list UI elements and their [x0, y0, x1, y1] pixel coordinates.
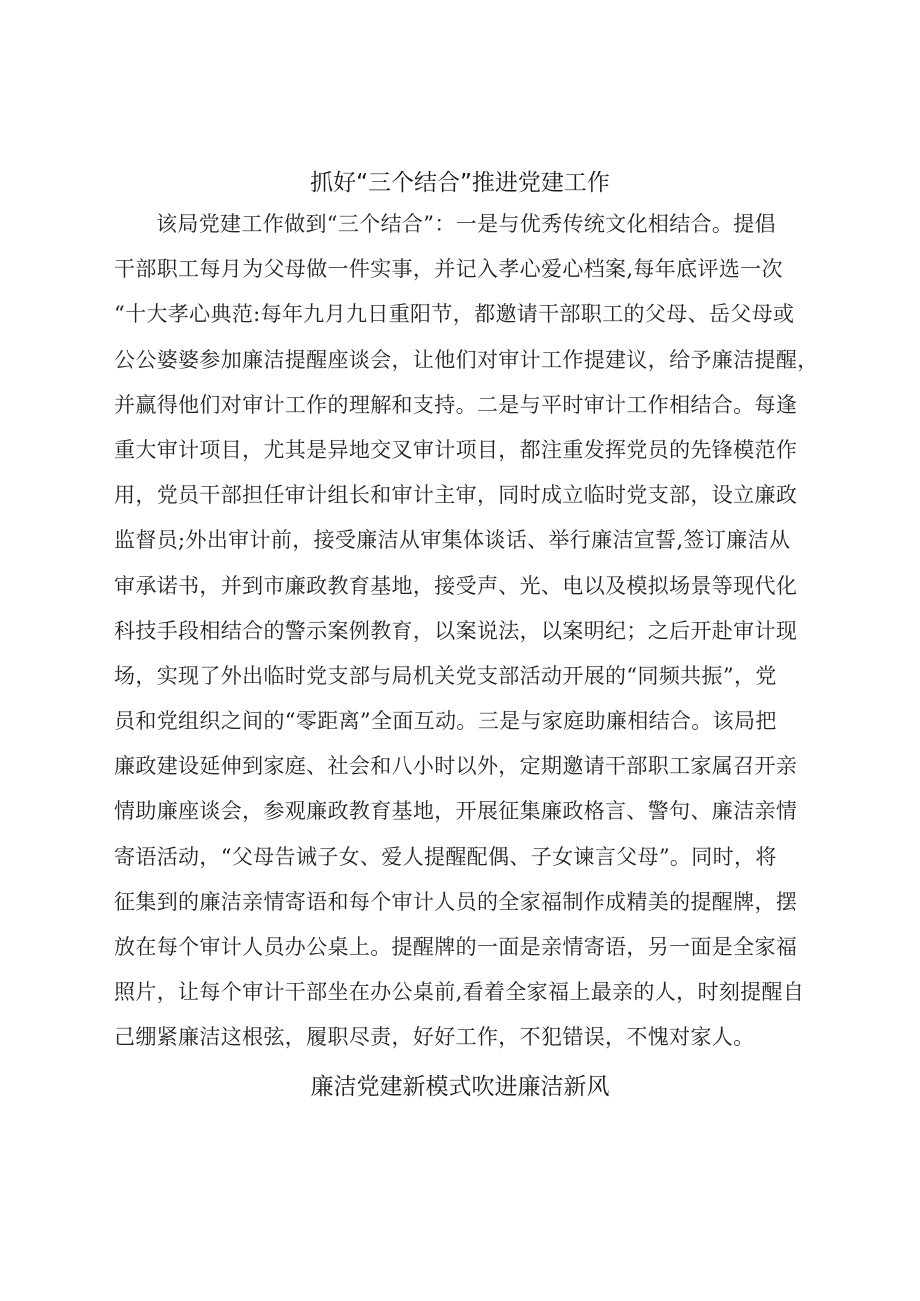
paragraph-line: 员和党组织之间的“零距离”全面互动。三是与家庭助廉相结合。该局把	[114, 709, 777, 734]
paragraph-line: 监督员;外出审计前，接受廉洁从审集体谈话、举行廉洁宣誓,签订廉洁从	[114, 528, 791, 553]
paragraph-line: 审承诺书，并到市廉政教育基地，接受声、光、电以及模拟场景等现代化	[114, 573, 798, 598]
paragraph-line: 并赢得他们对审计工作的理解和支持。二是与平时审计工作相结合。每逢	[114, 392, 798, 417]
paragraph-line: 己绷紧廉洁这根弦，履职尽责，好好工作，不犯错误，不愧对家人。	[114, 1025, 755, 1050]
paragraph-line: “十大孝心典范:每年九月九日重阳节，都邀请干部职工的父母、岳父母或	[114, 302, 795, 327]
article-body	[114, 202, 824, 1061]
paragraph-line: 场，实现了外出临时党支部与局机关党支部活动开展的“同频共振”，党	[114, 663, 777, 688]
paragraph-line: 公公婆婆参加廉洁提醒座谈会，让他们对审计工作提建议，给予廉洁提醒，	[114, 347, 819, 372]
paragraph-line: 征集到的廉洁亲情寄语和每个审计人员的全家福制作成精美的提醒牌，摆	[114, 889, 798, 914]
next-article-title: 廉洁党建新模式吹进廉洁新风	[310, 1074, 610, 1100]
paragraph-line: 该局党建工作做到“三个结合”：一是与优秀传统文化相结合。提倡	[156, 212, 776, 236]
paragraph-line: 用，党员干部担任审计组长和审计主审，同时成立临时党支部，设立廉政	[114, 483, 798, 508]
article-title: 抓好“三个结合”推进党建工作	[310, 170, 610, 196]
paragraph-line: 科技手段相结合的警示案例教育，以案说法，以案明纪；之后开赴审计现	[114, 618, 798, 643]
paragraph-line: 干部职工每月为父母做一件实事，并记入孝心爱心档案,每年底评选一次	[114, 257, 783, 282]
paragraph-line: 寄语活动，“父母告诫子女、爱人提醒配偶、子女谏言父母”。同时，将	[114, 844, 777, 869]
paragraph-line: 廉政建设延伸到家庭、社会和八小时以外，定期邀请干部职工家属召开亲	[114, 754, 798, 779]
paragraph-line: 照片，让每个审计干部坐在办公桌前,看着全家福上最亲的人，时刻提醒自	[114, 980, 805, 1005]
paragraph-line: 情助廉座谈会，参观廉政教育基地，开展征集廉政格言、警句、廉洁亲情	[114, 799, 798, 824]
paragraph-line: 重大审计项目，尤其是异地交叉审计项目，都注重发挥党员的先锋模范作	[114, 437, 798, 462]
paragraph-line: 放在每个审计人员办公桌上。提醒牌的一面是亲情寄语，另一面是全家福	[114, 935, 798, 959]
